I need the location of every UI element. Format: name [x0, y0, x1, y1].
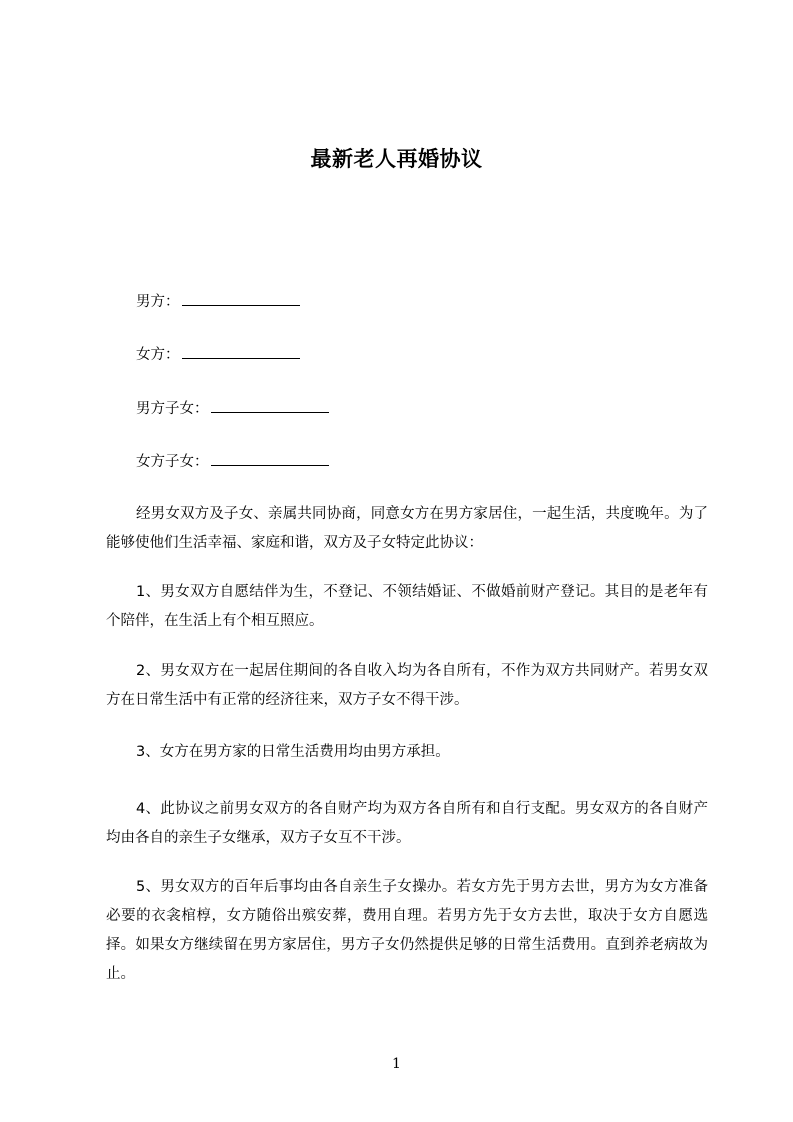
- field-label: 女方子女：: [136, 454, 209, 470]
- field-wife-children: [136, 451, 329, 472]
- fill-in-blank: [211, 451, 329, 466]
- page-number: 1: [392, 1056, 401, 1072]
- field-label: 女方：: [136, 347, 180, 363]
- clause-5: 5、男女双方的百年后事均由各自亲生子女操办。若女方先于男方去世，男方为女方准备必要的衣衾棺椁，女方随俗出殡安葬，费用自理。若男方先于女方去世，取决于女方自愿选择。如果女方继续留在男方家居住，男方子女仍然提供足够的日常生活费用。直到养老病故为止。: [106, 879, 708, 982]
- fill-in-blank: [211, 398, 329, 413]
- field-husband-children: [136, 398, 329, 419]
- document-title: 最新老人再婚协议: [310, 147, 483, 171]
- fill-in-blank: [182, 291, 300, 306]
- fill-in-blank: [182, 344, 300, 359]
- field-label: 男方子女：: [136, 401, 209, 417]
- clause-1: 1、男女双方自愿结伴为生，不登记、不领结婚证、不做婚前财产登记。其目的是老年有个陪伴，在生活上有个相互照应。: [106, 584, 708, 629]
- field-label: 男方：: [136, 294, 180, 310]
- field-husband: [136, 291, 300, 312]
- intro-paragraph: 经男女双方及子女、亲属共同协商，同意女方在男方家居住，一起生活，共度晚年。为了能够使他们生活幸福、家庭和谐，双方及子女特定此协议：: [106, 506, 708, 551]
- clause-2: 2、男女双方在一起居住期间的各自收入均为各自所有，不作为双方共同财产。若男女双方在日常生活中有正常的经济往来，双方子女不得干涉。: [106, 663, 708, 708]
- field-wife: [136, 344, 300, 365]
- clause-3: 3、女方在男方家的日常生活费用均由男方承担。: [136, 744, 450, 760]
- clause-4: 4、此协议之前男女双方的各自财产均为双方各自所有和自行支配。男女双方的各自财产均由各自的亲生子女继承，双方子女互不干涉。: [106, 801, 708, 846]
